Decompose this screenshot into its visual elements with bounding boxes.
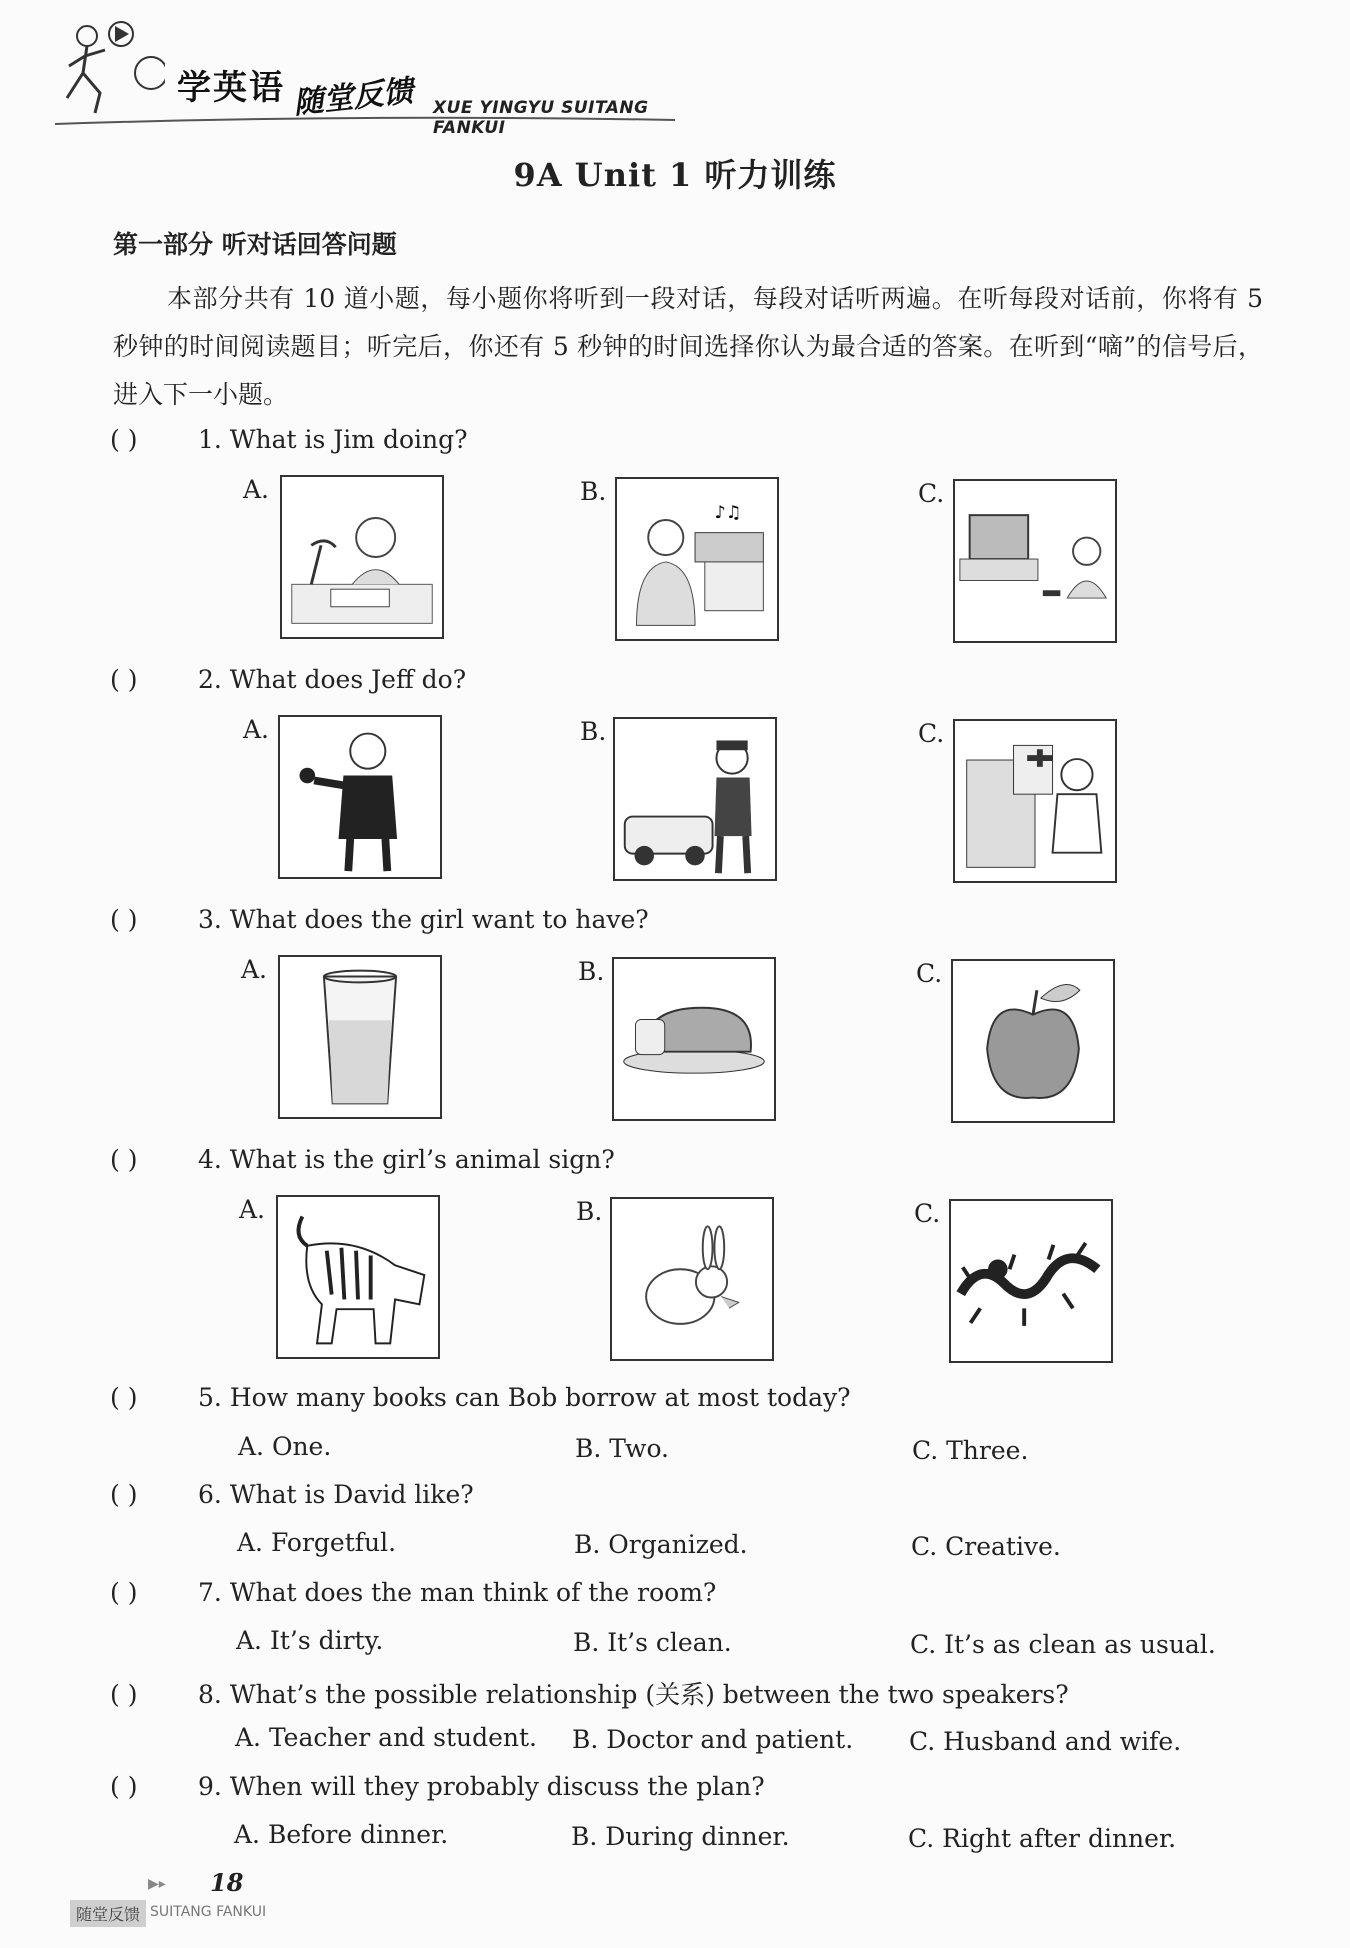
question-text: What does the girl want to have? xyxy=(229,905,649,934)
page-number: 18 xyxy=(210,1868,244,1897)
question-number: 5. xyxy=(198,1383,222,1412)
header-banner xyxy=(55,18,675,138)
question-number: 9. xyxy=(198,1772,222,1801)
brand-pinyin: XUE YINGYU SUITANG FANKUI xyxy=(433,98,649,138)
answer-blank[interactable]: ( ) xyxy=(110,665,138,694)
question-text: What is David like? xyxy=(229,1480,474,1509)
option-label: B. xyxy=(580,477,607,506)
option-b[interactable]: B. During dinner. xyxy=(571,1822,790,1851)
option-label: A. xyxy=(239,1195,266,1224)
section-title: 第一部分 听对话回答问题 xyxy=(113,230,397,259)
reporter-picture[interactable] xyxy=(278,715,442,879)
question-text: What does Jeff do? xyxy=(229,665,467,694)
option-b[interactable]: B. Organized. xyxy=(574,1530,748,1559)
option-label: B. xyxy=(578,957,605,986)
question-number: 2. xyxy=(198,665,222,694)
answer-blank[interactable]: ( ) xyxy=(110,905,138,934)
question-text: What’s the possible relationship (关系) between the two speakers? xyxy=(229,1680,1069,1709)
bread-picture[interactable] xyxy=(612,957,776,1121)
answer-blank[interactable]: ( ) xyxy=(110,1772,138,1801)
question-1 xyxy=(110,425,468,454)
option-c[interactable]: C. Creative. xyxy=(911,1532,1061,1561)
option-label: C. xyxy=(918,479,945,508)
option-a[interactable]: A. Teacher and student. xyxy=(235,1723,538,1752)
question-text: What is Jim doing? xyxy=(229,425,468,454)
answer-blank[interactable]: ( ) xyxy=(110,1383,138,1412)
brand-title: 学英语 xyxy=(177,68,285,108)
answer-blank[interactable]: ( ) xyxy=(110,1145,138,1174)
option-b[interactable]: B. It’s clean. xyxy=(573,1628,732,1657)
question-text: When will they probably discuss the plan? xyxy=(229,1772,765,1801)
question-8 xyxy=(110,1675,1069,1711)
option-label: C. xyxy=(914,1199,941,1228)
question-number: 8. xyxy=(198,1680,222,1709)
option-label: A. xyxy=(243,475,270,504)
question-number: 3. xyxy=(198,905,222,934)
rabbit-picture[interactable] xyxy=(610,1197,774,1361)
question-3 xyxy=(110,905,649,934)
option-b[interactable]: B. Doctor and patient. xyxy=(572,1725,854,1754)
page-title: 9A Unit 1 听力训练 xyxy=(513,156,837,194)
svg-text:♪♫: ♪♫ xyxy=(714,503,742,524)
doctor-picture[interactable] xyxy=(953,719,1117,883)
option-label: C. xyxy=(916,959,943,988)
question-number: 6. xyxy=(198,1480,222,1509)
footer-tag: 随堂反馈 xyxy=(70,1900,146,1927)
question-text: How many books can Bob borrow at most today? xyxy=(229,1383,851,1412)
option-label: C. xyxy=(918,719,945,748)
option-c[interactable]: C. Three. xyxy=(912,1436,1029,1465)
option-a[interactable]: A. It’s dirty. xyxy=(236,1626,384,1655)
option-label: A. xyxy=(243,715,270,744)
boy-watching-tv-picture[interactable] xyxy=(953,479,1117,643)
footer-arrows-icon: ▶▸ xyxy=(148,1876,166,1892)
section-instructions: 本部分共有 10 道小题，每小题你将听到一段对话，每段对话听两遍。在听每段对话前，你将有 5 秒钟的时间阅读题目；听完后，你还有 5 秒钟的时间选择你认为最合适的答案。在听到“嘀”的信号后，进入下一小题。 xyxy=(113,284,1263,409)
option-label: B. xyxy=(576,1197,603,1226)
answer-blank[interactable]: ( ) xyxy=(110,1578,138,1607)
option-label: B. xyxy=(580,717,607,746)
question-number: 1. xyxy=(198,425,222,454)
question-number: 4. xyxy=(198,1145,222,1174)
option-c[interactable]: C. Right after dinner. xyxy=(908,1824,1177,1853)
option-a[interactable]: A. One. xyxy=(238,1432,332,1461)
option-c[interactable]: C. Husband and wife. xyxy=(909,1727,1182,1756)
answer-blank[interactable]: ( ) xyxy=(110,425,138,454)
tiger-picture[interactable] xyxy=(276,1195,440,1359)
apple-picture[interactable] xyxy=(951,959,1115,1123)
question-9 xyxy=(110,1772,765,1801)
option-b[interactable]: B. Two. xyxy=(575,1434,670,1463)
question-5 xyxy=(110,1383,851,1412)
boy-studying-picture[interactable] xyxy=(280,475,444,639)
question-text: What does the man think of the room? xyxy=(229,1578,717,1607)
swoosh-line xyxy=(55,110,675,128)
question-7 xyxy=(110,1578,716,1607)
option-label: A. xyxy=(241,955,268,984)
glass-of-water-picture[interactable] xyxy=(278,955,442,1119)
option-a[interactable]: A. Before dinner. xyxy=(234,1820,449,1849)
dragon-picture[interactable] xyxy=(949,1199,1113,1363)
question-text: What is the girl’s animal sign? xyxy=(229,1145,615,1174)
boy-listening-music-picture[interactable] xyxy=(615,477,779,641)
answer-blank[interactable]: ( ) xyxy=(110,1680,138,1709)
runner-logo-icon xyxy=(55,18,165,118)
brand-subtitle: 随堂反馈 xyxy=(291,73,415,122)
footer-pinyin: SUITANG FANKUI xyxy=(150,1904,267,1920)
policeman-picture[interactable] xyxy=(613,717,777,881)
option-c[interactable]: C. It’s as clean as usual. xyxy=(910,1630,1216,1659)
option-a[interactable]: A. Forgetful. xyxy=(237,1528,397,1557)
question-number: 7. xyxy=(198,1578,222,1607)
question-2 xyxy=(110,665,466,694)
question-4 xyxy=(110,1145,615,1174)
question-6 xyxy=(110,1480,474,1509)
answer-blank[interactable]: ( ) xyxy=(110,1480,138,1509)
